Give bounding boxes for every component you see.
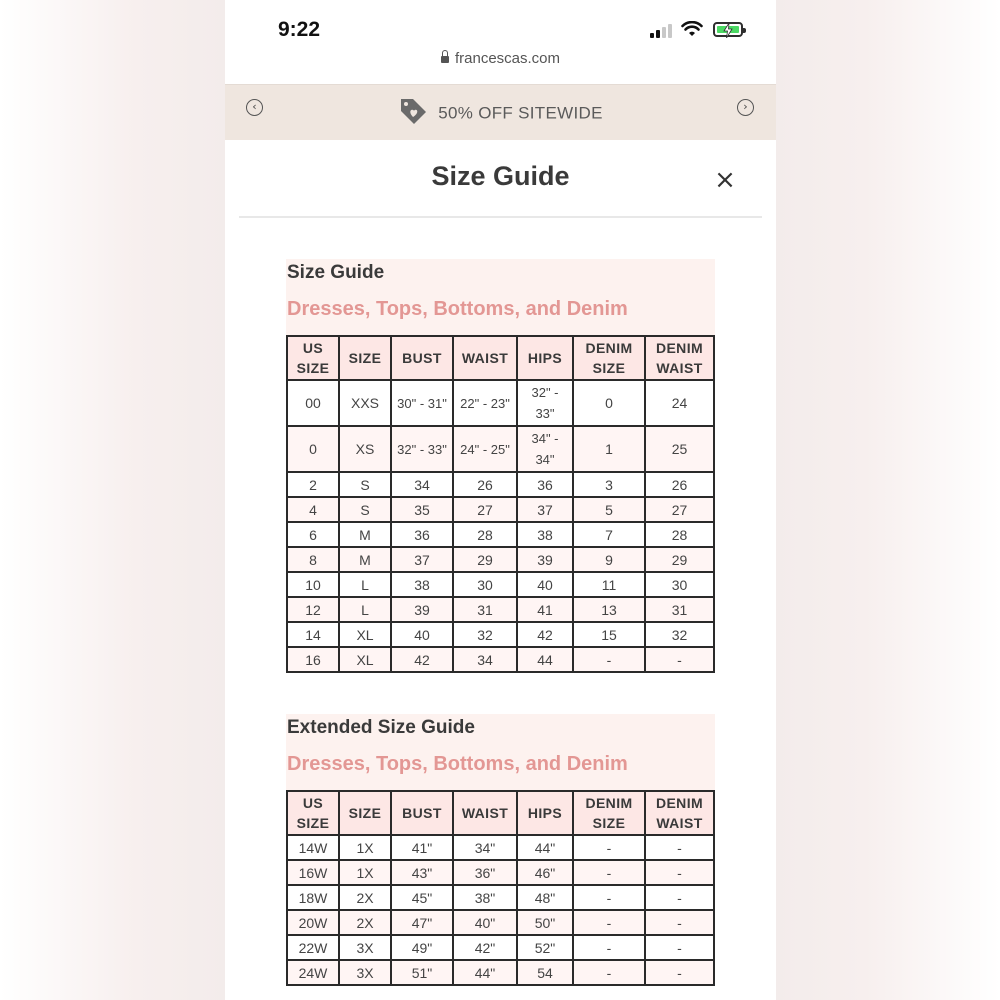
- cell-size: S: [339, 497, 391, 522]
- cell-size: XS: [339, 426, 391, 472]
- table-row: [287, 935, 714, 960]
- header-text: SIZE: [592, 360, 626, 376]
- cell-denim-waist: 27: [645, 497, 714, 522]
- cell-hips: 41: [517, 597, 573, 622]
- table-row: [287, 572, 714, 597]
- cell-bust: 39: [391, 597, 453, 622]
- cell-bust: 35: [391, 497, 453, 522]
- cell-waist: 34": [453, 835, 517, 860]
- column-header-bust: [391, 791, 453, 835]
- table-row: [287, 960, 714, 985]
- cell-us-size: 12: [287, 597, 339, 622]
- section-subtitle: Dresses, Tops, Bottoms, and Denim: [287, 298, 628, 320]
- cell-us-size: 4: [287, 497, 339, 522]
- cell-waist: 30: [453, 572, 517, 597]
- cell-hips: 44": [517, 835, 573, 860]
- cell-denim-waist: -: [645, 885, 714, 910]
- header-text: WAIST: [461, 805, 509, 821]
- cell-denim-size: -: [573, 910, 645, 935]
- cell-size: 1X: [339, 835, 391, 860]
- cell-hips: 40: [517, 572, 573, 597]
- cell-denim-waist: -: [645, 647, 714, 672]
- cell-waist: 32: [453, 622, 517, 647]
- cell-denim-size: 0: [573, 380, 645, 426]
- cell-bust: 34: [391, 472, 453, 497]
- cell-denim-size: 9: [573, 547, 645, 572]
- cell-bust: 41": [391, 835, 453, 860]
- cell-hips: 34" - 34": [517, 426, 573, 472]
- cell-us-size: 16W: [287, 860, 339, 885]
- table-row: [287, 647, 714, 672]
- cell-hips: 38: [517, 522, 573, 547]
- table-row: [287, 472, 714, 497]
- header-text: US: [302, 340, 324, 356]
- cell-size: S: [339, 472, 391, 497]
- cell-bust: 45": [391, 885, 453, 910]
- cell-size: 2X: [339, 910, 391, 935]
- cell-denim-size: 15: [573, 622, 645, 647]
- table-header-row: [287, 791, 714, 835]
- header-text: DENIM: [585, 795, 633, 811]
- cell-waist: 34: [453, 647, 517, 672]
- column-header-size: [339, 336, 391, 380]
- cell-denim-waist: 25: [645, 426, 714, 472]
- cell-size: L: [339, 597, 391, 622]
- table-row: [287, 910, 714, 935]
- header-text: SIZE: [348, 350, 382, 366]
- cell-denim-size: -: [573, 835, 645, 860]
- backdrop-left: [0, 0, 225, 1000]
- cell-hips: 39: [517, 547, 573, 572]
- cell-waist: 24" - 25": [453, 426, 517, 472]
- column-header-waist: [453, 336, 517, 380]
- cell-us-size: 2: [287, 472, 339, 497]
- cell-us-size: 14: [287, 622, 339, 647]
- size-guide-section: [286, 259, 715, 673]
- cell-waist: 44": [453, 960, 517, 985]
- table-row: [287, 522, 714, 547]
- address-bar[interactable]: [225, 50, 776, 67]
- column-header-waist: [453, 791, 517, 835]
- wifi-icon: [681, 21, 703, 38]
- tag-heart-icon: [398, 96, 428, 126]
- header-text: US: [302, 795, 324, 811]
- cell-hips: 52": [517, 935, 573, 960]
- status-time: 9:22: [278, 18, 321, 41]
- column-header-denim-waist: [645, 336, 714, 380]
- cell-hips: 44: [517, 647, 573, 672]
- lock-icon: [441, 56, 449, 63]
- cell-waist: 42": [453, 935, 517, 960]
- cell-bust: 32" - 33": [391, 426, 453, 472]
- cell-denim-size: 3: [573, 472, 645, 497]
- header-text: WAIST: [656, 360, 703, 376]
- cell-hips: 37: [517, 497, 573, 522]
- cell-denim-waist: 26: [645, 472, 714, 497]
- cell-size: 1X: [339, 860, 391, 885]
- cell-waist: 40": [453, 910, 517, 935]
- cell-bust: 49": [391, 935, 453, 960]
- cell-denim-size: -: [573, 885, 645, 910]
- cell-bust: 30" - 31": [391, 380, 453, 426]
- cell-size: 3X: [339, 935, 391, 960]
- section-header: [286, 714, 715, 790]
- section-title: Extended Size Guide: [287, 717, 475, 738]
- cell-waist: 29: [453, 547, 517, 572]
- cell-bust: 42: [391, 647, 453, 672]
- promo-message: [225, 102, 776, 126]
- table-row: [287, 380, 714, 426]
- cell-denim-waist: -: [645, 910, 714, 935]
- section-header: [286, 259, 715, 335]
- cell-denim-waist: 29: [645, 547, 714, 572]
- header-text: BUST: [402, 350, 442, 366]
- header-text: BUST: [402, 805, 442, 821]
- modal-title: Size Guide: [431, 161, 570, 191]
- column-header-hips: [517, 336, 573, 380]
- close-icon[interactable]: ×: [714, 165, 736, 195]
- backdrop-right: [775, 0, 1000, 1000]
- cell-size: 3X: [339, 960, 391, 985]
- table-row: [287, 835, 714, 860]
- table-row: [287, 885, 714, 910]
- cell-size: L: [339, 572, 391, 597]
- header-text: SIZE: [296, 815, 330, 831]
- cell-denim-waist: 28: [645, 522, 714, 547]
- cell-us-size: 14W: [287, 835, 339, 860]
- cell-us-size: 20W: [287, 910, 339, 935]
- cell-us-size: 16: [287, 647, 339, 672]
- cell-hips: 32" - 33": [517, 380, 573, 426]
- section-subtitle: Dresses, Tops, Bottoms, and Denim: [287, 753, 628, 775]
- cell-us-size: 00: [287, 380, 339, 426]
- column-header-us-size: [287, 791, 339, 835]
- phone-screen: [225, 0, 776, 1000]
- cell-denim-waist: 24: [645, 380, 714, 426]
- cell-hips: 48": [517, 885, 573, 910]
- cell-bust: 36: [391, 522, 453, 547]
- table-row: [287, 597, 714, 622]
- cell-bust: 47": [391, 910, 453, 935]
- header-text: SIZE: [296, 360, 330, 376]
- table-row: [287, 547, 714, 572]
- modal-divider: [239, 216, 762, 218]
- cell-size: XXS: [339, 380, 391, 426]
- cell-denim-size: -: [573, 647, 645, 672]
- header-text: DENIM: [655, 795, 704, 811]
- cell-bust: 40: [391, 622, 453, 647]
- cell-hips: 50": [517, 910, 573, 935]
- column-header-denim-size: [573, 336, 645, 380]
- cell-size: 2X: [339, 885, 391, 910]
- header-text: WAIST: [656, 815, 703, 831]
- column-header-size: [339, 791, 391, 835]
- header-text: HIPS: [527, 805, 563, 821]
- column-header-bust: [391, 336, 453, 380]
- cell-denim-waist: 30: [645, 572, 714, 597]
- column-header-hips: [517, 791, 573, 835]
- promo-banner: [225, 84, 776, 140]
- cell-us-size: 8: [287, 547, 339, 572]
- size-table: [286, 335, 715, 673]
- cell-denim-waist: 32: [645, 622, 714, 647]
- cell-us-size: 18W: [287, 885, 339, 910]
- cell-hips: 42: [517, 622, 573, 647]
- cell-waist: 36": [453, 860, 517, 885]
- cell-denim-size: -: [573, 935, 645, 960]
- cell-denim-waist: -: [645, 860, 714, 885]
- cell-size: XL: [339, 647, 391, 672]
- cell-denim-size: 5: [573, 497, 645, 522]
- cell-us-size: 10: [287, 572, 339, 597]
- cell-hips: 36: [517, 472, 573, 497]
- header-text: DENIM: [585, 340, 633, 356]
- url-text: francescas.com: [454, 50, 561, 67]
- cell-denim-size: -: [573, 960, 645, 985]
- cell-us-size: 6: [287, 522, 339, 547]
- cell-waist: 26: [453, 472, 517, 497]
- cell-denim-size: 11: [573, 572, 645, 597]
- cell-denim-waist: -: [645, 835, 714, 860]
- cell-bust: 51": [391, 960, 453, 985]
- table-row: [287, 497, 714, 522]
- cell-denim-waist: 31: [645, 597, 714, 622]
- cell-denim-size: 7: [573, 522, 645, 547]
- cell-denim-waist: -: [645, 960, 714, 985]
- cell-denim-size: -: [573, 860, 645, 885]
- extended-size-guide-section: [286, 714, 715, 986]
- cellular-signal-icon: [650, 24, 672, 38]
- promo-next-button[interactable]: ›: [737, 99, 754, 116]
- cell-hips: 46": [517, 860, 573, 885]
- cell-us-size: 0: [287, 426, 339, 472]
- promo-prev-button[interactable]: ‹: [246, 99, 263, 116]
- header-text: SIZE: [592, 815, 626, 831]
- extended-size-table: [286, 790, 715, 986]
- cell-us-size: 22W: [287, 935, 339, 960]
- cell-denim-waist: -: [645, 935, 714, 960]
- cell-size: XL: [339, 622, 391, 647]
- column-header-denim-size: [573, 791, 645, 835]
- cell-waist: 31: [453, 597, 517, 622]
- cell-size: M: [339, 522, 391, 547]
- cell-denim-size: 13: [573, 597, 645, 622]
- column-header-denim-waist: [645, 791, 714, 835]
- battery-icon: [713, 22, 743, 37]
- table-row: [287, 622, 714, 647]
- header-text: SIZE: [348, 805, 382, 821]
- cell-waist: 38": [453, 885, 517, 910]
- cell-waist: 28: [453, 522, 517, 547]
- cell-waist: 27: [453, 497, 517, 522]
- section-title: Size Guide: [287, 262, 385, 283]
- table-row: [287, 860, 714, 885]
- column-header-us-size: [287, 336, 339, 380]
- promo-text: 50% OFF SITEWIDE: [438, 103, 603, 123]
- cell-hips: 54: [517, 960, 573, 985]
- cell-bust: 43": [391, 860, 453, 885]
- header-text: DENIM: [655, 340, 704, 356]
- cell-waist: 22" - 23": [453, 380, 517, 426]
- cell-bust: 38: [391, 572, 453, 597]
- header-text: WAIST: [461, 350, 509, 366]
- table-header-row: [287, 336, 714, 380]
- cell-denim-size: 1: [573, 426, 645, 472]
- status-bar: [225, 0, 776, 48]
- table-row: [287, 426, 714, 472]
- cell-us-size: 24W: [287, 960, 339, 985]
- cell-size: M: [339, 547, 391, 572]
- header-text: HIPS: [527, 350, 563, 366]
- cell-bust: 37: [391, 547, 453, 572]
